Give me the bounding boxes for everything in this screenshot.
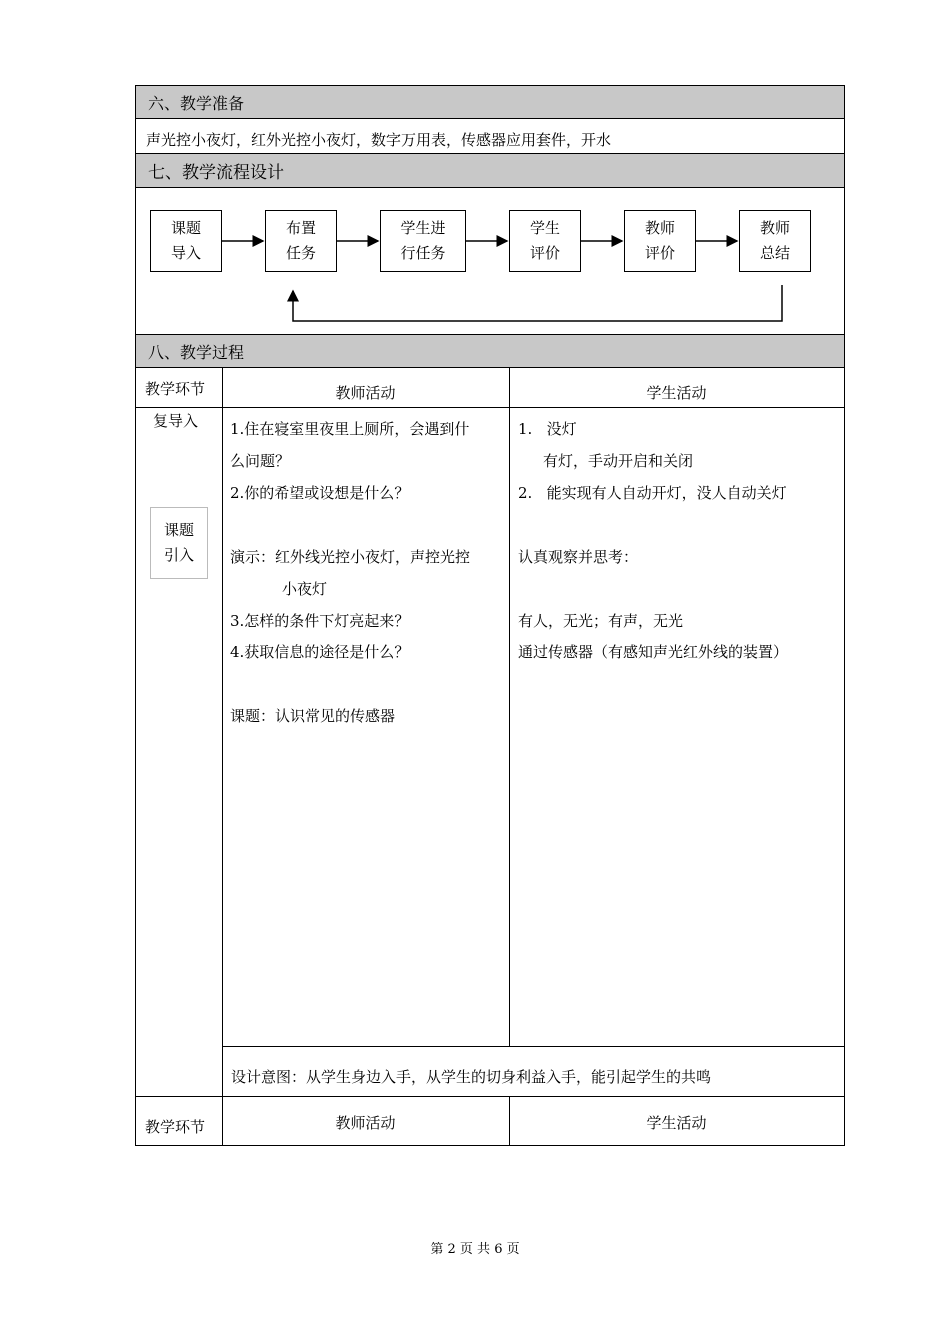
table-header-rule — [135, 407, 845, 408]
footer-header-top-rule — [135, 1096, 845, 1097]
teacher-line: 2.你的希望或设想是什么？ — [230, 484, 410, 502]
flow-step-label: 评价 — [644, 244, 675, 262]
teacher-line: 4.获取信息的途径是什么？ — [230, 643, 410, 661]
footer-header-teacher-activity: 教师活动 — [335, 1114, 396, 1132]
flow-step-assign — [265, 210, 337, 272]
design-intent: 设计意图：从学生身边入手，从学生的切身利益入手，能引起学生的共鸣 — [231, 1068, 712, 1086]
flow-step-label: 布置 — [285, 219, 316, 237]
teaching-materials: 声光控小夜灯，红外光控小夜灯，数字万用表，传感器应用套件，开水 — [146, 131, 612, 149]
flow-step-label: 课题 — [170, 219, 201, 237]
table-divider-activity — [509, 367, 510, 1047]
student-line: 2. 能实现有人自动开灯，没人自动关灯 — [518, 484, 787, 502]
flow-step-label: 评价 — [529, 244, 560, 262]
flow-step-label: 导入 — [170, 244, 201, 262]
footer-header-student-activity: 学生活动 — [646, 1114, 707, 1132]
table-border-right — [844, 367, 845, 1146]
student-line: 通过传感器（有感知声光红外线的装置） — [518, 643, 789, 661]
student-line: 1. 没灯 — [518, 420, 577, 438]
table-bottom-rule — [135, 1145, 845, 1146]
header-stage: 教学环节 — [145, 380, 206, 398]
section-eight-title: 八、教学过程 — [148, 342, 245, 362]
teacher-line: 演示：红外线光控小夜灯，声控光控 — [230, 548, 471, 566]
flow-step-label: 教师 — [644, 219, 675, 237]
flow-step-label: 任务 — [285, 244, 316, 262]
table-divider-stage — [222, 367, 223, 1146]
table-border-left — [135, 367, 136, 1146]
page-number: 第 2 页 共 6 页 — [430, 1242, 520, 1257]
teacher-line: 3.怎样的条件下灯亮起来？ — [230, 612, 410, 630]
feedback-arrow — [293, 285, 782, 321]
stage-box-topic-intro — [150, 507, 208, 579]
flow-step-label: 学生进 — [400, 219, 446, 237]
section-seven-title: 七、教学流程设计 — [148, 163, 284, 183]
footer-header-stage: 教学环节 — [145, 1118, 206, 1136]
section-six-title: 六、教学准备 — [148, 93, 245, 113]
header-student-activity: 学生活动 — [646, 384, 707, 402]
design-intent-top-rule — [222, 1046, 845, 1047]
flow-step-label: 总结 — [759, 244, 790, 262]
header-teacher-activity: 教师活动 — [335, 384, 396, 402]
flow-step-do-task — [380, 210, 466, 272]
stage-label: 复导入 — [153, 412, 199, 430]
flow-step-label: 学生 — [529, 219, 560, 237]
flow-step-teacher-eval — [624, 210, 696, 272]
stage-box-label: 课题 — [163, 521, 194, 539]
teacher-line: 课题：认识常见的传感器 — [230, 707, 396, 725]
student-line: 有人，无光；有声，无光 — [518, 612, 684, 630]
stage-box-label: 引入 — [163, 546, 194, 564]
flow-step-student-eval — [509, 210, 581, 272]
teacher-line: 么问题？ — [230, 452, 291, 470]
student-line: 认真观察并思考： — [518, 548, 639, 566]
teacher-line: 1.住在寝室里夜里上厕所，会遇到什 — [230, 420, 470, 438]
flow-step-summary — [739, 210, 811, 272]
teacher-line: 小夜灯 — [282, 580, 328, 598]
flow-step-label: 行任务 — [400, 244, 446, 262]
student-line: 有灯，手动开启和关闭 — [543, 452, 694, 470]
flow-step-intro — [150, 210, 222, 272]
section-eight-header — [135, 334, 845, 368]
flow-step-label: 教师 — [759, 219, 790, 237]
